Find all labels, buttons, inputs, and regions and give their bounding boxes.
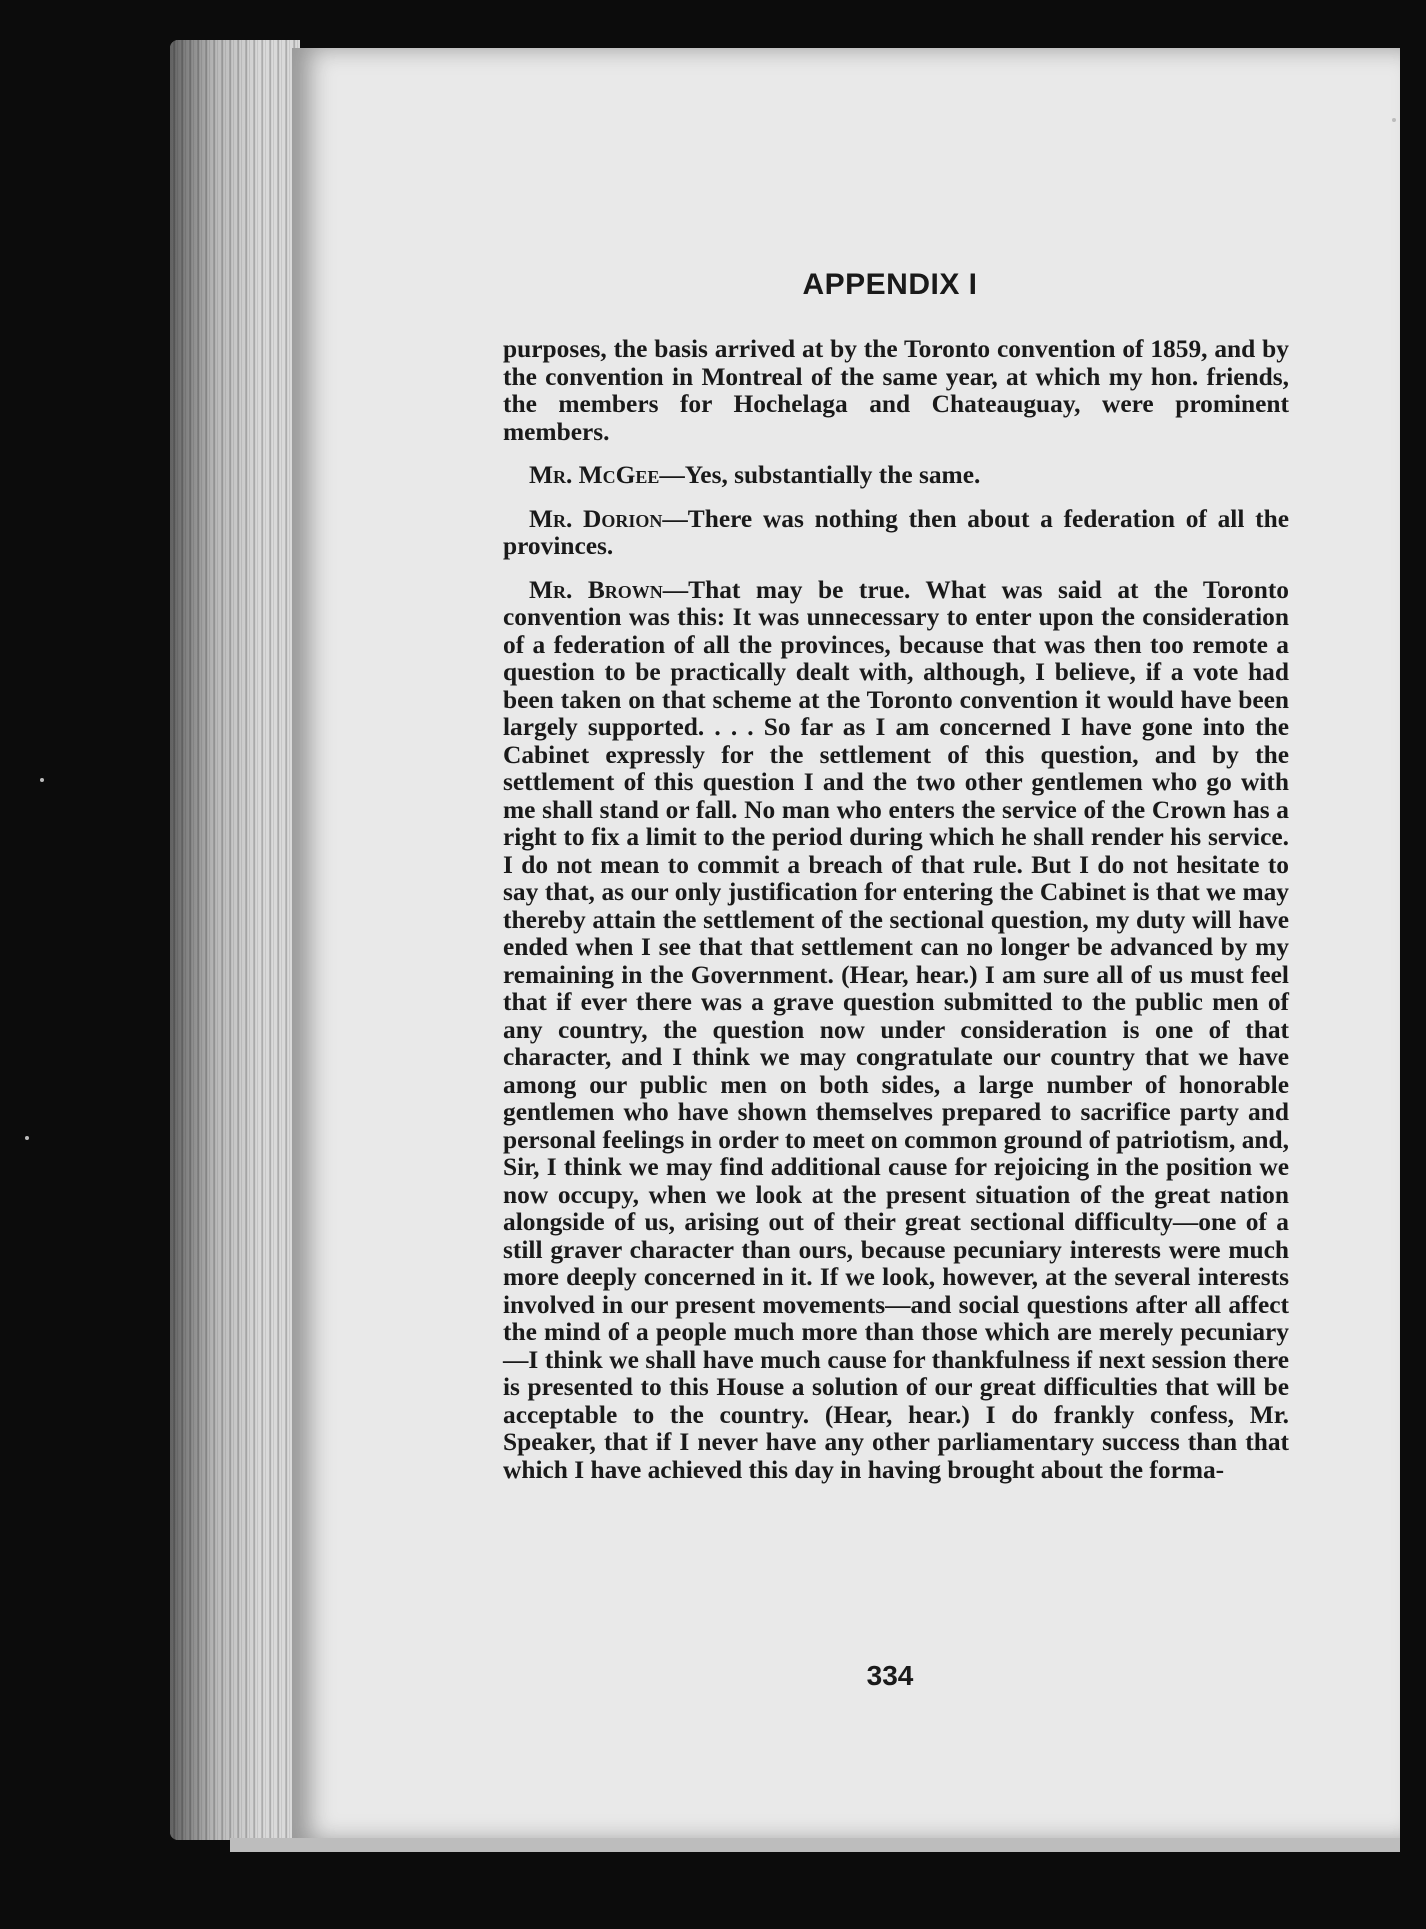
scan-speck: [25, 1136, 29, 1140]
paragraph: [503, 462, 1289, 490]
speaker-name: Mr. McGee: [529, 461, 660, 489]
body-text: [503, 336, 1289, 1500]
running-header: APPENDIX I: [802, 268, 978, 301]
speaker-name: Mr. Dorion: [529, 504, 663, 533]
page-number: 334: [866, 1660, 914, 1691]
book-bottom-edge: [230, 1838, 1400, 1852]
scan-speck: [40, 778, 44, 782]
paragraph-text: —There was nothing then about a federation of all the provinces.: [503, 504, 1289, 560]
paragraph-text: purposes, the basis arrived at by the Toronto convention of 1859, and by the convention in Montreal of the same year, at which my hon. friends, the members for Hochelaga and Chateauguay, were prominent members.: [503, 335, 1289, 446]
book-edge-shadow: [170, 40, 300, 1840]
speaker-name: Mr. Brown: [529, 575, 663, 604]
scan-speck: [1392, 118, 1396, 122]
paragraph-text: —Yes, substantially the same.: [659, 461, 981, 489]
paragraph-text: —That may be true. What was said at the Toronto convention was this: It was unnecessary to enter upon the consideration of a federation of all the provinces, because that was then too remote a question to be practically dealt with, although, I believe, if a vote had been taken on that scheme at the Toronto convention it would have been largely supported. . . . So far as I am concerned I have gone into the Cabinet expressly for the settlement of this question, and by the settlement of this question I and the two other gentlemen who go with me shall stand or fall. No man who enters the service of the Crown has a right to fix a limit to the period during which he shall render his service. I do not mean to commit a breach of that rule. But I do not hesitate to say that, as our only justification for entering the Cabinet is that we may thereby attain the settlement of the sectional question, my duty will have ended when I see that that settlement can no longer be advanced by my remaining in the Government. (Hear, hear.) I am sure all of us must feel that if ever there was a grave question submitted to the public men of any country, the question now under consideration is one of that character, and I think we may congratulate our country that we have among our public men on both sides, a large number of honorable gentlemen who have shown themselves prepared to sacrifice party and personal feelings in order to meet on common ground of patriotism, and, Sir, I think we may find additional cause for rejoicing in the position we now occupy, when we look at the present situation of the great nation alongside of us, arising out of their great sectional difficulty—one of a still graver character than ours, because pecuniary interests were much more deeply concerned in it. If we look, however, at the several interests involved in our present movements—and social questions after all affect the mind of a people much more than those which are merely pecuniary—I think we shall have much cause for thankfulness if next session there is presented to this House a solution of our great difficulties that will be acceptable to the country. (Hear, hear.) I do frankly confess, Mr. Speaker, that if I never have any other parliamentary success than that which I have achieved this day in having brought about the forma-: [503, 575, 1290, 1484]
paragraph: [503, 577, 1289, 1485]
paragraph: [503, 336, 1289, 446]
paragraph: [503, 506, 1289, 561]
